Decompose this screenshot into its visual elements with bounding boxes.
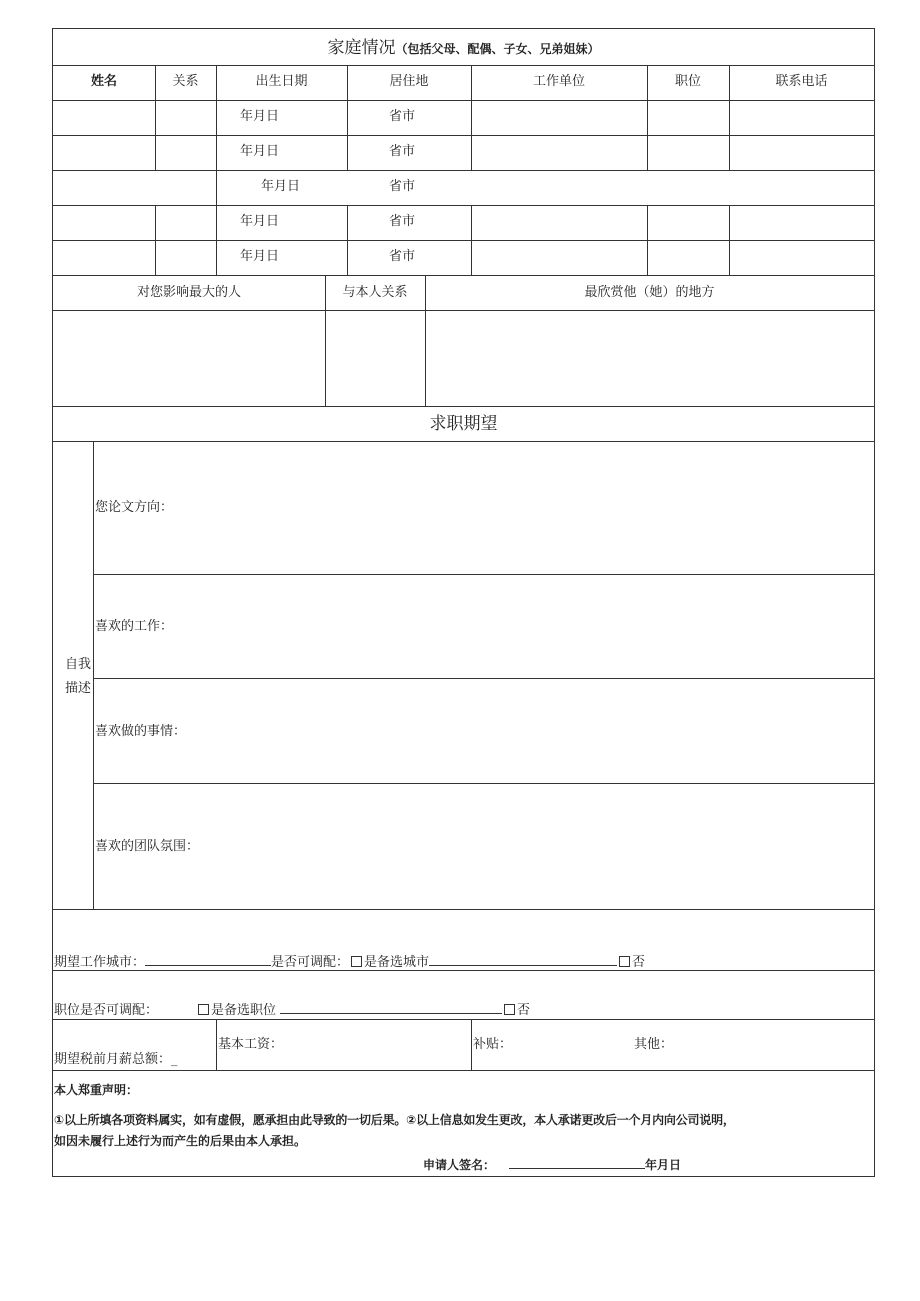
row-2-birthdate: 年月日 [240,144,280,159]
signature-date-label: 年月日 [645,1158,682,1172]
rule [347,205,348,275]
rule [93,783,874,784]
header-position: 职位 [674,74,701,89]
declaration-line-2: 如因未履行上述行为而产生的后果由本人承担。 [54,1134,307,1148]
row-1-birthdate: 年月日 [240,109,280,124]
yes-position-label: 是备选职位 [211,1003,277,1018]
salary-blank[interactable]: _ [171,1052,178,1067]
rule [93,441,94,909]
rule [53,240,874,241]
rule [53,1070,874,1071]
salary-label: 期望税前月薪总额： [54,1052,172,1067]
position-adjust-label: 职位是否可调配： [54,1003,159,1018]
rule [93,574,874,575]
yes-position-checkbox[interactable] [198,1004,209,1015]
declaration-title: 本人郑重声明： [54,1083,139,1097]
rule [155,205,156,275]
rule [216,1019,217,1070]
row-1-residence: 省市 [389,109,416,124]
row-5-residence: 省市 [389,249,416,264]
rule [729,205,730,275]
rule [53,100,874,101]
yes-city-label: 是备选城市 [364,955,430,970]
signature-label: 申请人签名： [423,1158,496,1172]
liked-things-label: 喜欢做的事情： [95,724,187,739]
rule [53,65,874,66]
family-section-title [53,37,874,59]
no-position-checkbox[interactable] [504,1004,515,1015]
liked-work-label: 喜欢的工作： [95,619,174,634]
rule [647,205,648,275]
city-row [54,952,645,972]
signature-row [423,1155,681,1174]
alt-city-blank[interactable] [429,952,617,966]
rule [471,1019,472,1070]
rule [471,205,472,275]
header-employer: 工作单位 [532,74,585,89]
header-phone: 联系电话 [775,74,828,89]
rule [53,406,874,407]
job-expectation-title: 求职期望 [429,414,498,434]
header-relation: 关系 [172,74,199,89]
team-label: 喜欢的团队氛围： [95,839,200,854]
rule [53,275,874,276]
city-adjust-label: 是否可调配： [271,955,350,970]
rule [53,909,874,910]
influence-admire-header: 最欣赏他（她）的地方 [584,285,715,300]
alt-position-blank[interactable] [280,1000,502,1014]
no-city-checkbox[interactable] [619,956,630,967]
influence-relation-header: 与本人关系 [342,285,408,300]
rule [53,441,874,442]
header-birthdate: 出生日期 [255,74,308,89]
rule [216,65,217,275]
row-3-residence: 省市 [389,179,416,194]
no-position-label: 否 [517,1003,531,1018]
position-row [54,1000,530,1020]
no-city-label: 否 [632,955,646,970]
header-residence: 居住地 [389,74,429,89]
influence-person-header: 对您影响最大的人 [136,285,241,300]
self-desc-label-2: 描述 [65,681,92,696]
thesis-label: 您论文方向： [95,500,174,515]
header-name: 姓名 [90,74,117,89]
base-salary-label: 基本工资： [218,1037,284,1052]
application-form-sheet [52,28,875,1177]
salary-row [54,1051,178,1069]
row-4-residence: 省市 [389,214,416,229]
rule [53,205,874,206]
self-desc-label-1: 自我 [65,657,92,672]
other-label: 其他： [634,1037,674,1052]
yes-city-checkbox[interactable] [351,956,362,967]
allowance-label: 补贴： [473,1037,513,1052]
row-4-birthdate: 年月日 [240,214,280,229]
family-title-note: （包括父母、配偶、子女、兄弟姐妹） [395,42,600,56]
rule [53,310,874,311]
rule [53,170,874,171]
row-5-birthdate: 年月日 [240,249,280,264]
city-blank[interactable] [145,952,271,966]
rule [53,135,874,136]
signature-blank[interactable] [509,1155,645,1169]
row-3-birthdate: 年月日 [261,179,301,194]
declaration-line-1: ①以上所填各项资料属实，如有虚假，愿承担由此导致的一切后果。②以上信息如发生更改，本人承诺更改后一个月内向公司说明， [54,1113,735,1127]
city-label: 期望工作城市： [54,955,146,970]
rule [93,678,874,679]
family-title: 家庭情况 [327,38,396,58]
row-2-residence: 省市 [389,144,416,159]
